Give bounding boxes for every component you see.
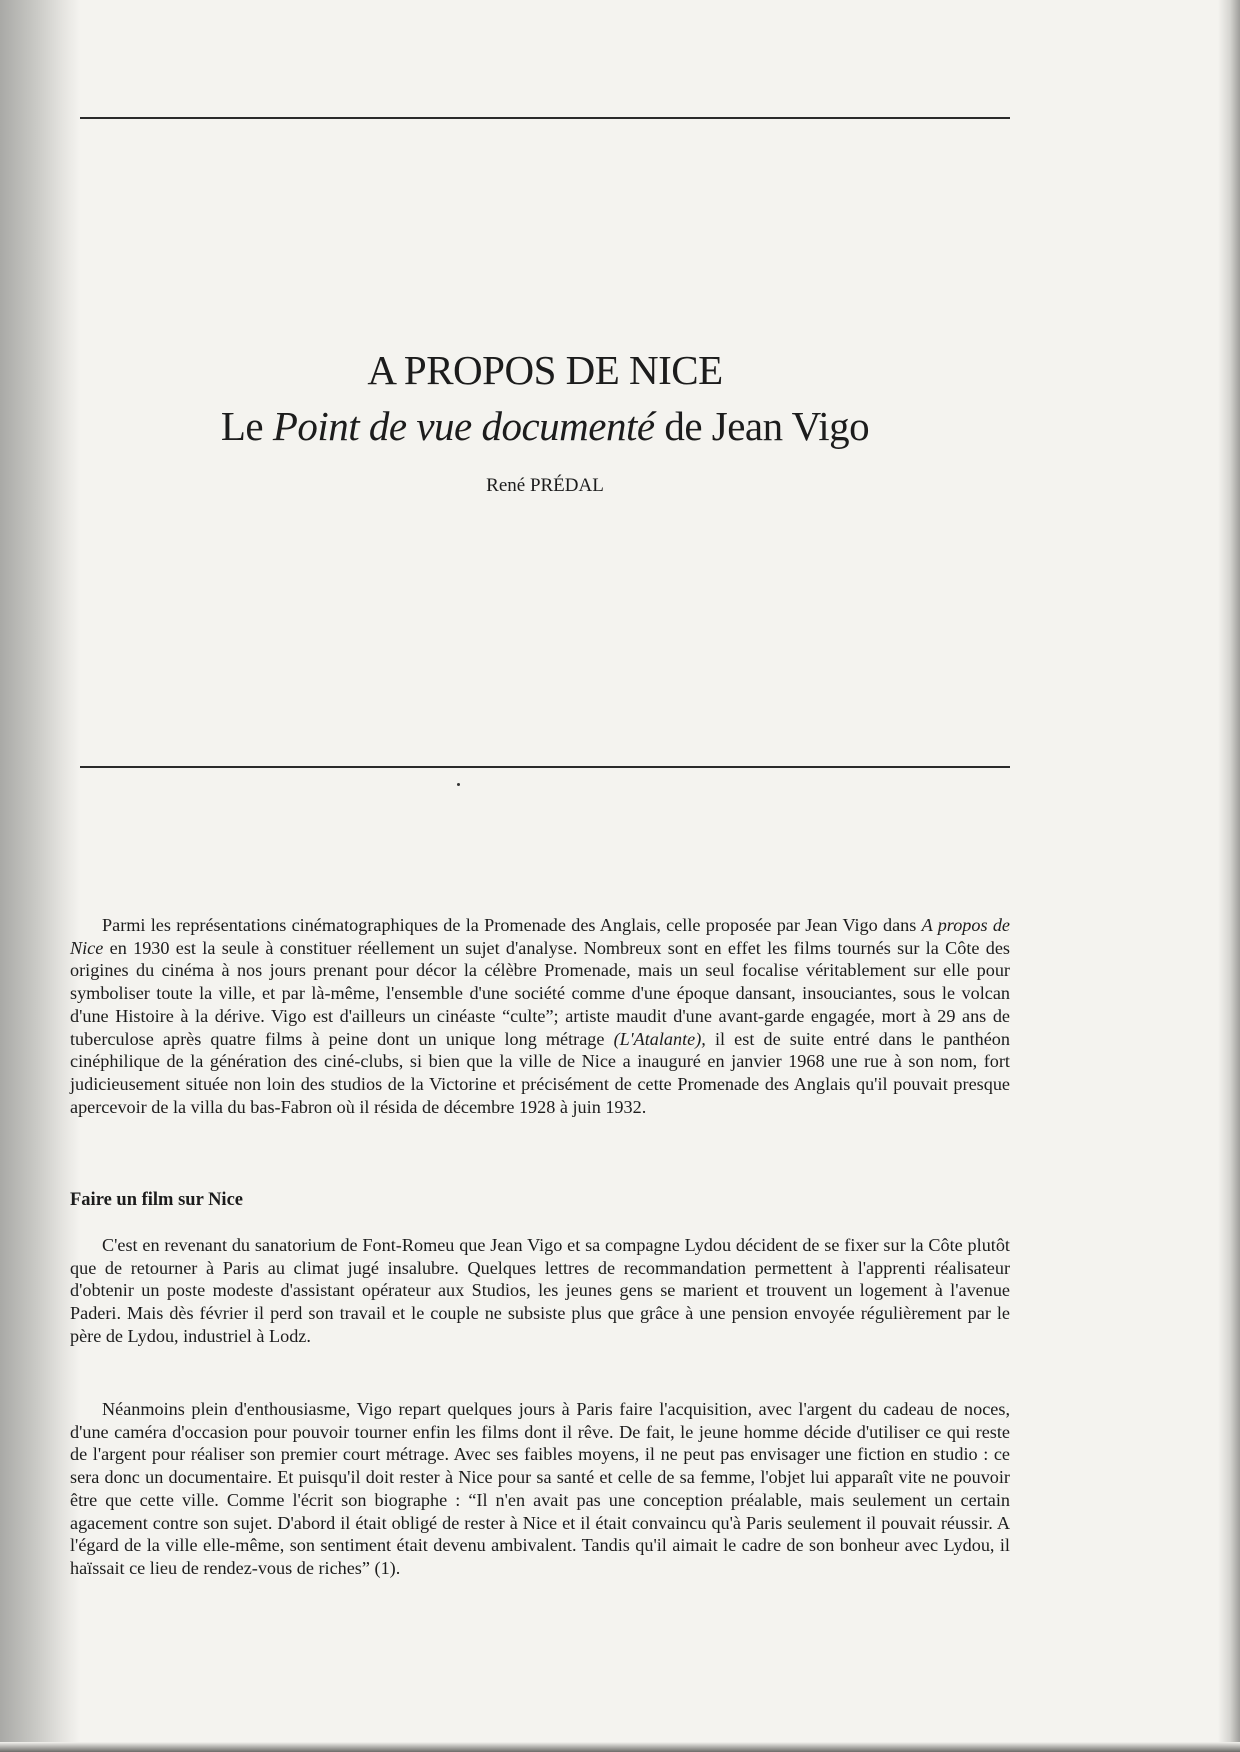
paragraph-2 xyxy=(70,1234,1010,1348)
subtitle-prefix: Le xyxy=(220,403,273,449)
p1-film-title: A propos de Nice xyxy=(70,915,1010,958)
subtitle-suffix: de Jean Vigo xyxy=(654,403,870,449)
paragraph-intro xyxy=(70,914,1010,1118)
p1-text-b: en 1930 est la seule à constituer réellement un sujet d'analyse. Nombreux sont en effet les films tournés sur la Côte des origines du cinéma à nos jours prenant pour décor la célèbre Promenade, mais un seul focalise véritablement sur elle pour symboliser toute la ville, et par là-même, l'ensemble d'une société comme d'une époque dansant, insouciantes, sous le volcan d'une Histoire à la dérive. Vigo est d'ailleurs un cinéaste “culte”; artiste maudit d'une avant-garde engagée, mort à 29 ans de tuberculose après quatre films à peine dont un unique long métrage xyxy=(70,937,1010,1049)
p1-text-c: il est de suite entré dans le panthéon cinéphilique de la génération des ciné-clubs, si bien que la ville de Nice a inauguré en janvier 1968 une rue à son nom, fort judicieusement située non loin des studios de la Victorine et précisément de cette Promenade des Anglais qu'il pouvait presque apercevoir de la villa du bas-Fabron où il résida de décembre 1928 à juin 1932. xyxy=(70,1028,1010,1117)
bottom-rule xyxy=(80,766,1010,768)
paragraph-3 xyxy=(70,1398,1010,1580)
section-heading: Faire un film sur Nice xyxy=(70,1190,243,1210)
binding-shadow xyxy=(0,0,80,1752)
title-line1: A PROPOS DE NICE xyxy=(367,347,723,393)
p1-film-title-2: (L'Atalante), xyxy=(613,1028,706,1049)
top-rule xyxy=(80,117,1010,119)
speck-mark xyxy=(457,783,460,786)
p1-text-a: Parmi les représentations cinématographiques de la Promenade des Anglais, celle proposée par Jean Vigo dans xyxy=(102,915,922,935)
subtitle-italic: Point de vue documenté xyxy=(272,403,655,449)
page-edge-bottom xyxy=(0,1742,1240,1752)
article-subtitle xyxy=(80,401,1010,451)
page-edge-right xyxy=(1218,0,1240,1752)
article-title xyxy=(80,345,1010,395)
article-author: René PRÉDAL xyxy=(486,475,604,496)
p3-text: Néanmoins plein d'enthousiasme, Vigo repart quelques jours à Paris faire l'acquisition, avec l'argent du cadeau de noces, d'une caméra d'occasion pour pouvoir tourner enfin les films dont il rêve. De fait, le jeune homme décide d'utiliser ce qui reste de l'argent pour réaliser son premier court métrage. Avec ses faibles moyens, il ne peut pas envisager une fiction en studio : ce sera donc un documentaire. Et puisqu'il doit rester à Nice pour sa santé et celle de sa femme, l'objet lui apparaît vite ne pouvoir être que cette ville. Comme l'écrit son biographe : “Il n'en avait pas une conception préalable, mais seulement un certain agacement contre son sujet. D'abord il était obligé de rester à Nice et il était convaincu qu'à Paris seulement il pouvait réussir. A l'égard de la ville elle-même, son sentiment était devenu ambivalent. Tandis qu'il aimait le cadre de son bonheur avec Lydou, il haïssait ce lieu de rendez-vous de riches” (1). xyxy=(70,1399,1010,1578)
p2-text: C'est en revenant du sanatorium de Font-Romeu que Jean Vigo et sa compagne Lydou décident de se fixer sur la Côte plutôt que de retourner à Paris au climat jugé insalubre. Quelques lettres de recommandation permettent à l'apprenti réalisateur d'obtenir un poste modeste d'assistant opérateur aux Studios, les jeunes gens se marient et trouvent un logement à l'avenue Paderi. Mais dès février il perd son travail et le couple ne subsiste plus que grâce à une pension envoyée régulièrement par le père de Lydou, industriel à Lodz. xyxy=(70,1235,1010,1346)
